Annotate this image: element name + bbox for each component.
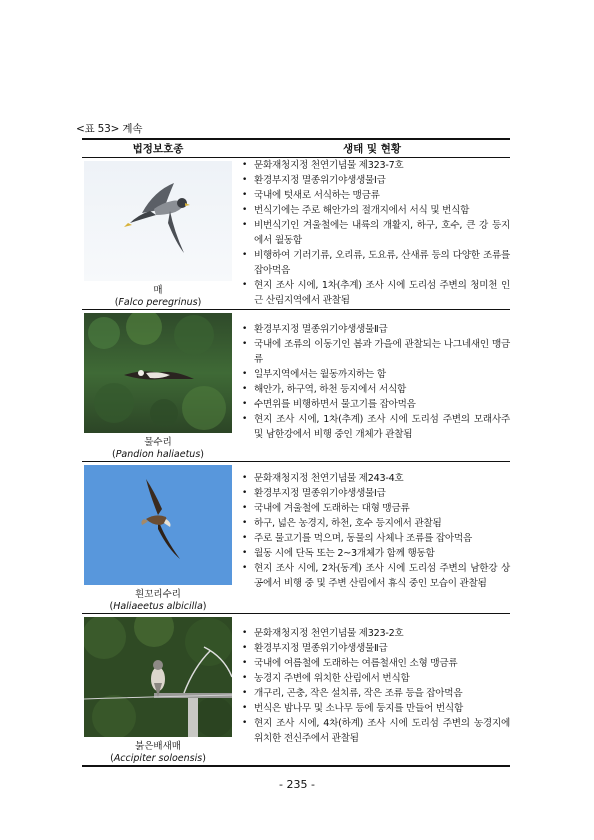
list-item: • 비번식기인 겨울철에는 내륙의 개활지, 하구, 호수, 큰 강 등지에서 월동함 <box>242 218 510 248</box>
species-scientific-name: (Haliaeetus albicilla) <box>109 601 207 612</box>
peregrine-falcon-photo <box>84 161 232 281</box>
list-item: • 환경부지정 멸종위기야생생물Ⅰ급 <box>242 173 510 188</box>
table-header-row <box>82 139 510 158</box>
list-item: • 현지 조사 시에, 4차(하계) 조사 시에 도리섬 주변의 농경지에 위치한 전신주에서 관찰됨 <box>242 716 510 746</box>
list-item: • 번식은 밤나무 및 소나무 등에 둥지를 만들어 번식함 <box>242 701 510 716</box>
eagle-image <box>84 465 232 585</box>
page-number: - 235 - <box>279 778 315 791</box>
list-item: • 문화재청지정 천연기념물 제323-2호 <box>242 626 510 641</box>
list-item: • 환경부지정 멸종위기야생생물Ⅱ급 <box>242 641 510 656</box>
list-item: • 현지 조사 시에, 1차(추계) 조사 시에 도리섬 주변의 청미천 인근 산림지역에서 관찰됨 <box>242 278 510 308</box>
status-cell <box>234 614 510 767</box>
species-cell <box>82 462 234 614</box>
status-list <box>234 614 510 746</box>
header-ecology-status: 생태 및 현황 <box>234 139 510 158</box>
list-item: • 문화재청지정 천연기념물 제323-7호 <box>242 158 510 173</box>
sparrowhawk-image <box>84 617 232 737</box>
table-row <box>82 462 510 614</box>
table-row <box>82 310 510 462</box>
species-cell <box>82 310 234 462</box>
list-item: • 문화재청지정 천연기념물 제243-4호 <box>242 471 510 486</box>
list-item: • 환경부지정 멸종위기야생생물Ⅱ급 <box>242 322 510 337</box>
species-korean-name: 매 <box>153 285 163 296</box>
status-cell <box>234 462 510 614</box>
osprey-photo <box>84 313 232 433</box>
species-scientific-name: (Accipiter soloensis) <box>110 753 206 764</box>
table-row <box>82 158 510 310</box>
species-cell <box>82 158 234 310</box>
table-caption: <표 53> 계속 <box>76 123 143 135</box>
falcon-image <box>84 161 232 281</box>
list-item: • 환경부지정 멸종위기야생생물Ⅰ급 <box>242 486 510 501</box>
list-item: • 수면위를 비행하면서 물고기를 잡아먹음 <box>242 397 510 412</box>
list-item: • 비행하여 기러기류, 오리류, 도요류, 산새류 등의 다양한 조류를 잡아먹음 <box>242 248 510 278</box>
list-item: • 국내에 조류의 이동기인 봄과 가을에 관찰되는 나그네새인 맹금류 <box>242 337 510 367</box>
list-item: • 국내에 여름철에 도래하는 여름철새인 소형 맹금류 <box>242 656 510 671</box>
status-cell <box>234 310 510 462</box>
list-item: • 현지 조사 시에, 2차(동계) 조사 시에 도리섬 주변의 남한강 상공에서 비행 중 및 주변 산림에서 휴식 중인 모습이 관찰됨 <box>242 561 510 591</box>
list-item: • 국내에 겨울철에 도래하는 대형 맹금류 <box>242 501 510 516</box>
osprey-image <box>84 313 232 433</box>
status-list <box>234 310 510 442</box>
status-list <box>234 462 510 591</box>
status-list <box>234 158 510 308</box>
species-cell <box>82 614 234 767</box>
chinese-sparrowhawk-photo <box>84 617 232 737</box>
list-item: • 번식기에는 주로 해안가의 절개지에서 서식 및 번식함 <box>242 203 510 218</box>
protected-species-table <box>82 138 510 767</box>
list-item: • 주로 물고기를 먹으며, 동물의 사체나 조류를 잡아먹음 <box>242 531 510 546</box>
species-scientific-name: (Pandion haliaetus) <box>111 449 204 460</box>
species-korean-name: 붉은배새매 <box>135 741 181 752</box>
species-korean-name: 흰꼬리수리 <box>135 589 181 600</box>
list-item: • 현지 조사 시에, 1차(추계) 조사 시에 도리섬 주변의 모래사주 및 남한강에서 비행 중인 개체가 관찰됨 <box>242 412 510 442</box>
list-item: • 해안가, 하구역, 하천 등지에서 서식함 <box>242 382 510 397</box>
list-item: • 월동 시에 단독 또는 2~3개체가 함께 행동함 <box>242 546 510 561</box>
species-scientific-name: (Falco peregrinus) <box>114 297 202 308</box>
white-tailed-eagle-photo <box>84 465 232 585</box>
header-protected-species: 법정보호종 <box>82 139 234 158</box>
table-row <box>82 614 510 767</box>
list-item: • 일부지역에서는 월동까지하는 함 <box>242 367 510 382</box>
species-korean-name: 물수리 <box>144 437 172 448</box>
status-cell <box>234 158 510 310</box>
list-item: • 국내에 텃새로 서식하는 맹금류 <box>242 188 510 203</box>
list-item: • 개구리, 곤충, 작은 설치류, 작은 조류 등을 잡아먹음 <box>242 686 510 701</box>
list-item: • 농경지 주변에 위치한 산림에서 번식함 <box>242 671 510 686</box>
list-item: • 하구, 넓은 농경지, 하천, 호수 등지에서 관찰됨 <box>242 516 510 531</box>
